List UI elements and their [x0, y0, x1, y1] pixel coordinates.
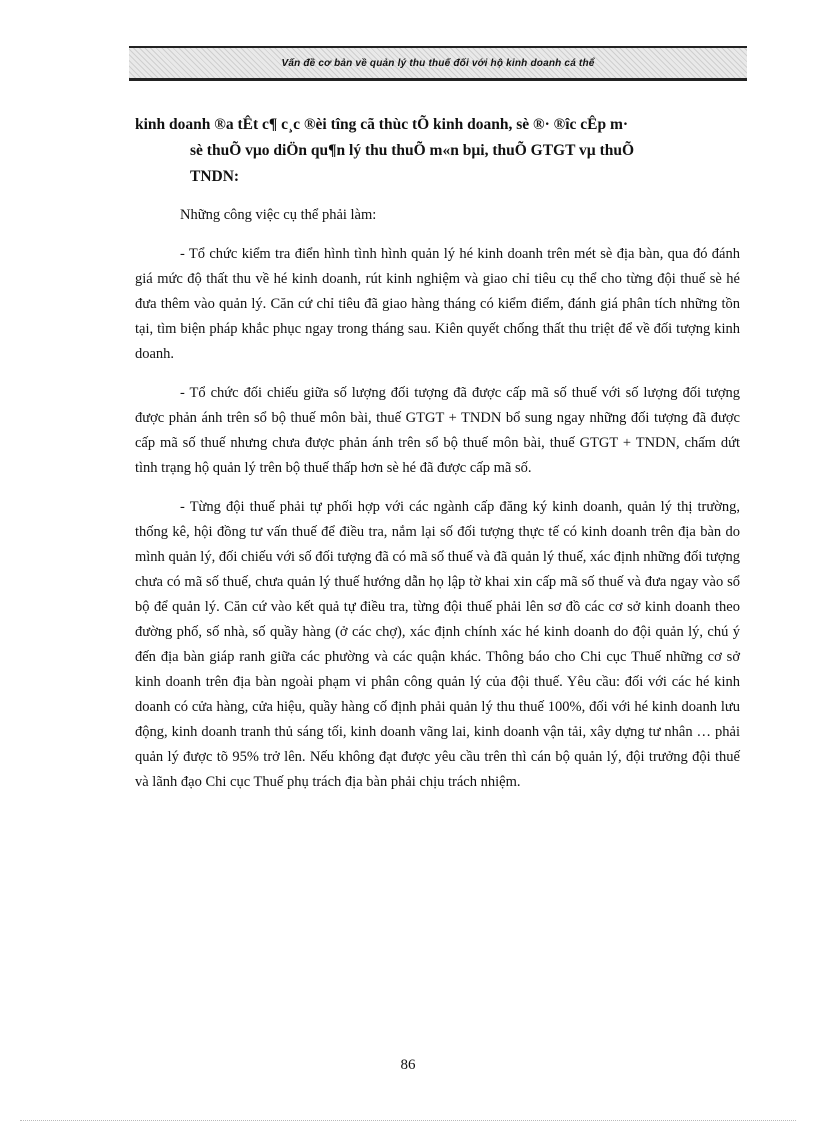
body-paragraph: - Tổ chức đối chiếu giữa số lượng đối tượng đã được cấp mã số thuế với số lượng đối tượng được phản ánh trên sổ bộ thuế môn bài, thuế GTGT + TNDN bổ sung ngay những đối tượng đã được cấp mã số thuế nhưng chưa được phản ánh trên sổ bộ thuế môn bài, thuế GTGT + TNDN, chấm dứt tình trạng hộ quản lý trên bộ thuế thấp hơn sè hé đã được cấp mã số. [135, 385, 740, 476]
bold-line: kinh doanh ®a tÊt c¶ c¸c ®èi tîng cã thùc tÕ kinh doanh, sè ®· ®îc cÊp m· [135, 116, 629, 133]
body-paragraph: - Từng đội thuế phải tự phối hợp với các ngành cấp đăng ký kinh doanh, quản lý thị trường, thống kê, hội đồng tư vấn thuế để điều tra, nắm lại số đối tượng thực tế có kinh doanh trên địa bàn do mình quản lý, đối chiếu với số đối tượng đã có mã số thuế và đã quản lý thuế, xác định những đối tượng chưa có mã số thuế, chưa quản lý thuế hướng dẫn họ lập tờ khai xin cấp mã số thuế và đưa ngay vào sổ bộ để quản lý. Căn cứ vào kết quả tự điều tra, từng đội thuế phải lên sơ đồ các cơ sở kinh doanh theo đường phố, số nhà, số quầy hàng (ở các chợ), xác định chính xác hé kinh doanh do đội quản lý, chú ý đến địa bàn giáp ranh giữa các phường và các quận khác. Thông báo cho Chi cục Thuế những cơ sở kinh doanh trên địa bàn ngoài phạm vi phân công quản lý của đội thuế. Yêu cầu: đối với các hé kinh doanh có cửa hàng, cửa hiệu, quầy hàng cố định phải quản lý thu thuế 100%, đối với hé kinh doanh lưu động, kinh doanh tranh thủ sáng tối, kinh doanh vãng lai, kinh doanh vận tải, xây dựng tư nhân … phải quản lý được tõ 95% trở lên. Nếu không đạt được yêu cầu trên thì cán bộ quản lý, đội trưởng đội thuế và lãnh đạo Chi cục Thuế phụ trách địa bàn phải chịu trách nhiệm. [135, 499, 740, 790]
bold-line: sè thuÕ vµo diÖn qu¶n lý thu thuÕ m«n bµi, thuÕ GTGT vµ thuÕ [190, 142, 635, 159]
running-header-title: Vấn đề cơ bản về quản lý thu thuế đối với hộ kinh doanh cá thể [281, 57, 595, 69]
bold-continuation-block [135, 112, 740, 190]
page-body [135, 112, 740, 795]
page-number: 86 [400, 1057, 416, 1073]
header-rule [129, 79, 747, 81]
running-header [129, 46, 747, 79]
footer-rule [20, 1120, 796, 1121]
intro-text: Những công việc cụ thể phải làm: [180, 207, 377, 223]
body-paragraph: - Tổ chức kiểm tra điển hình tình hình quản lý hé kinh doanh trên mét sè địa bàn, qua đó đánh giá mức độ thất thu về hé kinh doanh, rút kinh nghiệm và giao chỉ tiêu cụ thể cho từng đội thuế sè hé đưa thêm vào quản lý. Căn cứ chỉ tiêu đã giao hàng tháng có kiểm điểm, đánh giá phân tích những tồn tại, tìm biện pháp khắc phục ngay trong tháng sau. Kiên quyết chống thất thu triệt để về đối tượng kinh doanh. [135, 246, 740, 362]
bold-line: TNDN: [190, 168, 240, 185]
